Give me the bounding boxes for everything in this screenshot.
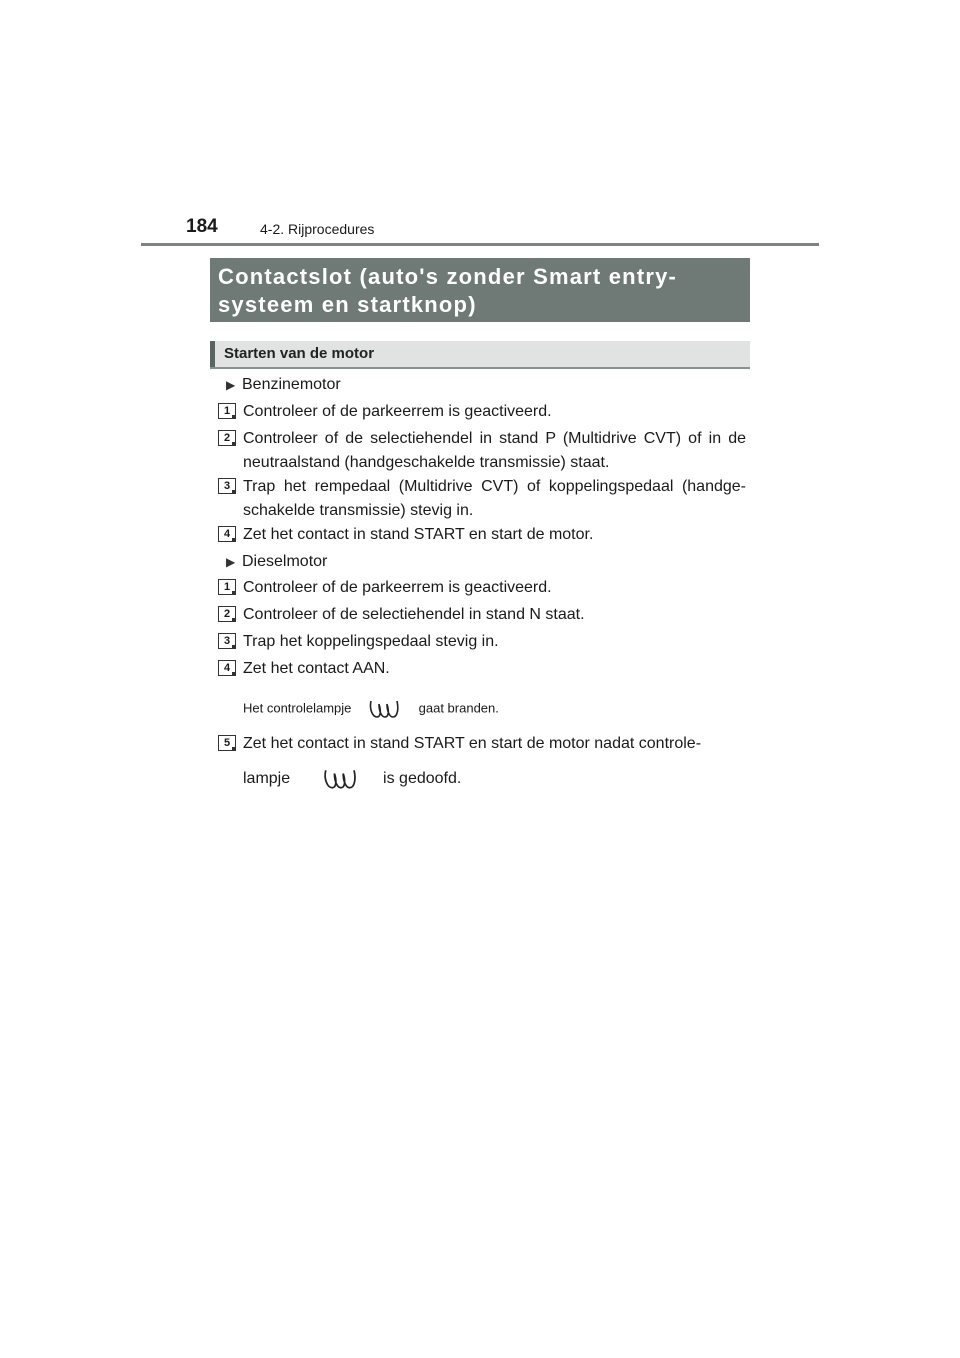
- title-line-2: systeem en startknop): [218, 292, 477, 317]
- benzine-heading: [226, 375, 341, 395]
- triangle-right-icon: ▶: [226, 378, 236, 392]
- step-text: Controleer of de selectiehendel in stand N staat.: [243, 606, 585, 623]
- step-text: Trap het rempedaal (Multidrive CVT) of koppelingspedaal (handge-schakelde transmissie) stevig in.: [243, 478, 746, 519]
- page-number: 184: [186, 216, 218, 237]
- step5-text-before: lampje: [243, 770, 291, 787]
- diesel-heading-label: Dieselmotor: [242, 553, 328, 570]
- step-text-5-line2: [243, 765, 746, 793]
- section-subheader: [210, 341, 750, 369]
- step-badge: 1: [218, 579, 236, 595]
- step-text-5-line1: Zet het contact in stand START en start de motor nadat controle-: [243, 735, 702, 752]
- step-text: Trap het koppelingspedaal stevig in.: [243, 633, 499, 650]
- step-text: Zet het contact AAN.: [243, 660, 390, 677]
- step-badge: 1: [218, 403, 236, 419]
- step-text: Controleer of de selectiehendel in stand P (Multidrive CVT) of in de neutraalstand (handgeschakelde transmissie) staat.: [243, 430, 746, 471]
- subheader-title: Starten van de motor: [224, 345, 375, 362]
- step-badge: 3: [218, 633, 236, 649]
- triangle-right-icon: ▶: [226, 555, 236, 569]
- note-text-after: gaat branden.: [418, 700, 499, 716]
- diesel-heading: [226, 552, 327, 572]
- step-badge: 2: [218, 606, 236, 622]
- step5-text-after: is gedoofd.: [383, 770, 462, 787]
- step-text: Controleer of de parkeerrem is geactiveerd.: [243, 403, 552, 420]
- chapter-title-box: [210, 258, 750, 322]
- note-text-before: Het controlelampje: [243, 700, 352, 716]
- step-badge: 2: [218, 430, 236, 446]
- step-badge: 4: [218, 526, 236, 542]
- step-text: Zet het contact in stand START en start de motor.: [243, 526, 594, 543]
- header-rule: [141, 243, 819, 246]
- step-badge: 3: [218, 478, 236, 494]
- glow-plug-indicator-icon: [363, 698, 407, 720]
- step-badge: 4: [218, 660, 236, 676]
- glow-plug-note: [243, 698, 499, 720]
- subheader-accent-bar: [210, 341, 215, 367]
- glow-plug-indicator-icon: [317, 766, 365, 792]
- benzine-heading-label: Benzinemotor: [242, 376, 341, 393]
- step-badge: 5: [218, 735, 236, 751]
- step-text: Controleer of de parkeerrem is geactiveerd.: [243, 579, 552, 596]
- section-label: 4-2. Rijprocedures: [260, 221, 375, 237]
- title-line-1: Contactslot (auto's zonder Smart entry-: [218, 264, 678, 289]
